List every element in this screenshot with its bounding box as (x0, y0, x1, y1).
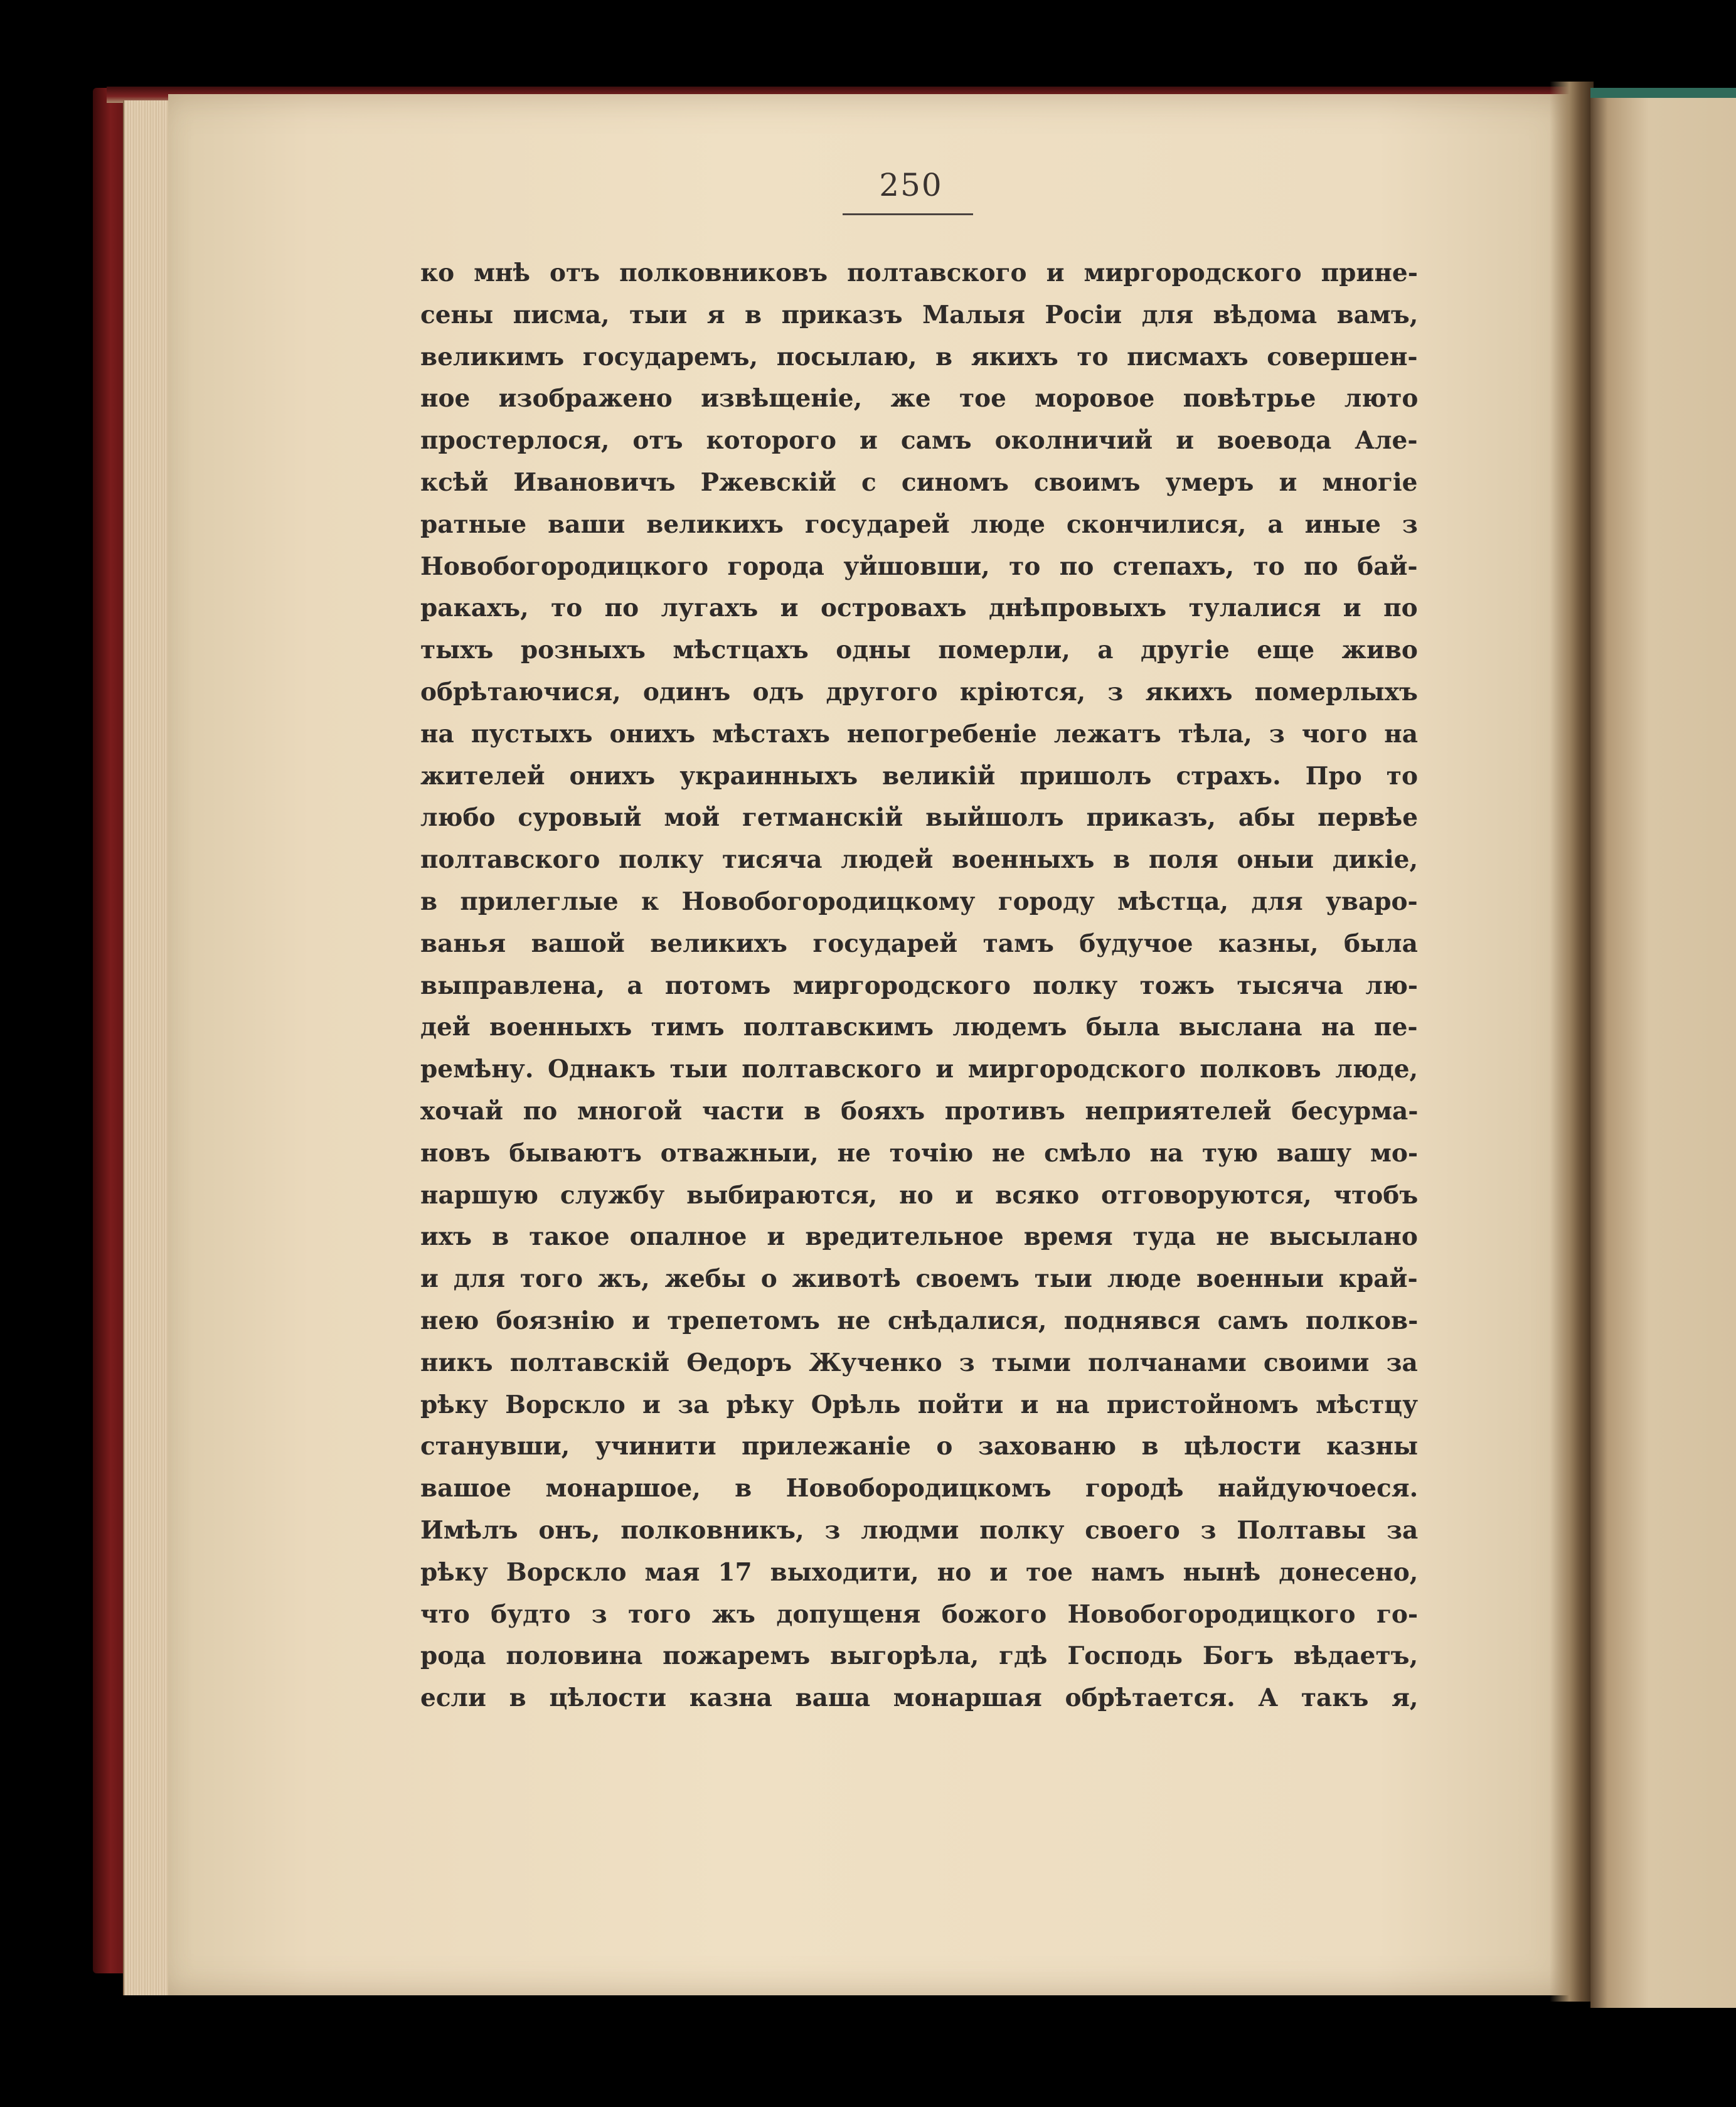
text-line: великимъ государемъ, посылаю, в якихъ то писмахъ совершен- (420, 342, 1418, 371)
text-line: дей военныхъ тимъ полтавскимъ людемъ была выслана на пе- (420, 1013, 1418, 1042)
text-line: рода половина пожаремъ выгорѣла, гдѣ Господь Богъ вѣдаетъ, (420, 1641, 1419, 1671)
text-line: в прилеглые к Новобогородицкому городу мѣстца, для уваро- (420, 887, 1418, 916)
text-line: выправлена, а потомъ миргородского полку тожъ тысяча лю- (420, 971, 1418, 1000)
text-line: ксѣй Ивановичъ Ржевскій с синомъ своимъ умеръ и многіе (420, 467, 1418, 497)
text-line: нею боязнію и трепетомъ не снѣдалися, поднявся самъ полков- (420, 1306, 1419, 1335)
text-line: вашое монаршое, в Новобородицкомъ городѣ найдуючоеся. (420, 1474, 1419, 1503)
text-line: рѣку Ворскло и за рѣку Орѣль пойти и на пристойномъ мѣстцу (420, 1390, 1419, 1419)
text-line: любо суровый мой гетманскій выйшолъ приказъ, абы первѣе (420, 803, 1419, 833)
text-line: наршую службу выбираются, но и всяко отговоруются, чтобъ (420, 1180, 1419, 1210)
text-line: полтавского полку тисяча людей военныхъ в поля оныи дикіе, (420, 845, 1419, 875)
page-number: 250 (879, 167, 943, 203)
text-line: хочай по многой части в бояхъ противъ неприятелей бесурма- (420, 1096, 1419, 1126)
text-line: что будто з того жъ допущеня божого Новобогородицкого го- (420, 1599, 1419, 1629)
text-line: обрѣтаючися, одинъ одъ другого кріются, з якихъ померлыхъ (420, 677, 1418, 707)
body-text (420, 252, 1418, 1719)
text-line: новъ бываютъ отважныи, не точію не смѣло на тую вашу мо- (420, 1138, 1419, 1168)
page-gutter (1550, 82, 1594, 2002)
text-line: ко мнѣ отъ полковниковъ полтавского и миргородского прине- (420, 259, 1418, 287)
page-number-rule (843, 213, 973, 215)
text-line: простерлося, отъ которого и самъ околничий и воевода Але- (420, 426, 1418, 456)
text-line: станувши, учинити прилежаніе о захованю в цѣлости казны (420, 1432, 1419, 1461)
facing-page-edge (1590, 88, 1736, 98)
text-line: на пустыхъ онихъ мѣстахъ непогребеніе лежатъ тѣла, з чого на (420, 719, 1419, 749)
text-line: никъ полтавскій Ѳедоръ Жученко з тыми полчанами своими за (420, 1348, 1418, 1377)
text-line: и для того жъ, жебы о животѣ своемъ тыи люде военныи край- (420, 1264, 1418, 1294)
text-line: если в цѣлости казна ваша монаршая обрѣтается. А такъ я, (420, 1683, 1419, 1713)
text-line: ремѣну. Однакъ тыи полтавского и миргородского полковъ люде, (420, 1055, 1419, 1084)
text-line: рѣку Ворскло мая 17 выходити, но и тое намъ нынѣ донесено, (420, 1557, 1419, 1587)
text-line: ванья вашой великихъ государей тамъ будучое казны, была (420, 929, 1418, 958)
text-line: ракахъ, то по лугахъ и островахъ днѣпровыхъ тулалися и по (420, 594, 1418, 623)
text-line: ное изображено извѣщеніе, же тое моровое повѣтрье люто (420, 384, 1419, 413)
facing-page (1590, 88, 1736, 2008)
text-line: сены писма, тыи я в приказъ Малыя Росіи для вѣдома вамъ, (420, 300, 1419, 329)
text-line: ихъ в такое опалное и вредительное время туда не высылано (420, 1222, 1418, 1252)
text-line: тыхъ розныхъ мѣстцахъ одны померли, а другіе еще живо (420, 636, 1418, 665)
text-line: жителей онихъ украинныхъ великій пришолъ страхъ. Про то (420, 761, 1418, 791)
text-line: Новобогородицкого города уйшовши, то по степахъ, то по бай- (420, 552, 1418, 581)
text-line: Имѣлъ онъ, полковникъ, з людми полку своего з Полтавы за (420, 1515, 1419, 1545)
text-line: ратные ваши великихъ государей люде скончилися, а иные з (420, 509, 1418, 539)
